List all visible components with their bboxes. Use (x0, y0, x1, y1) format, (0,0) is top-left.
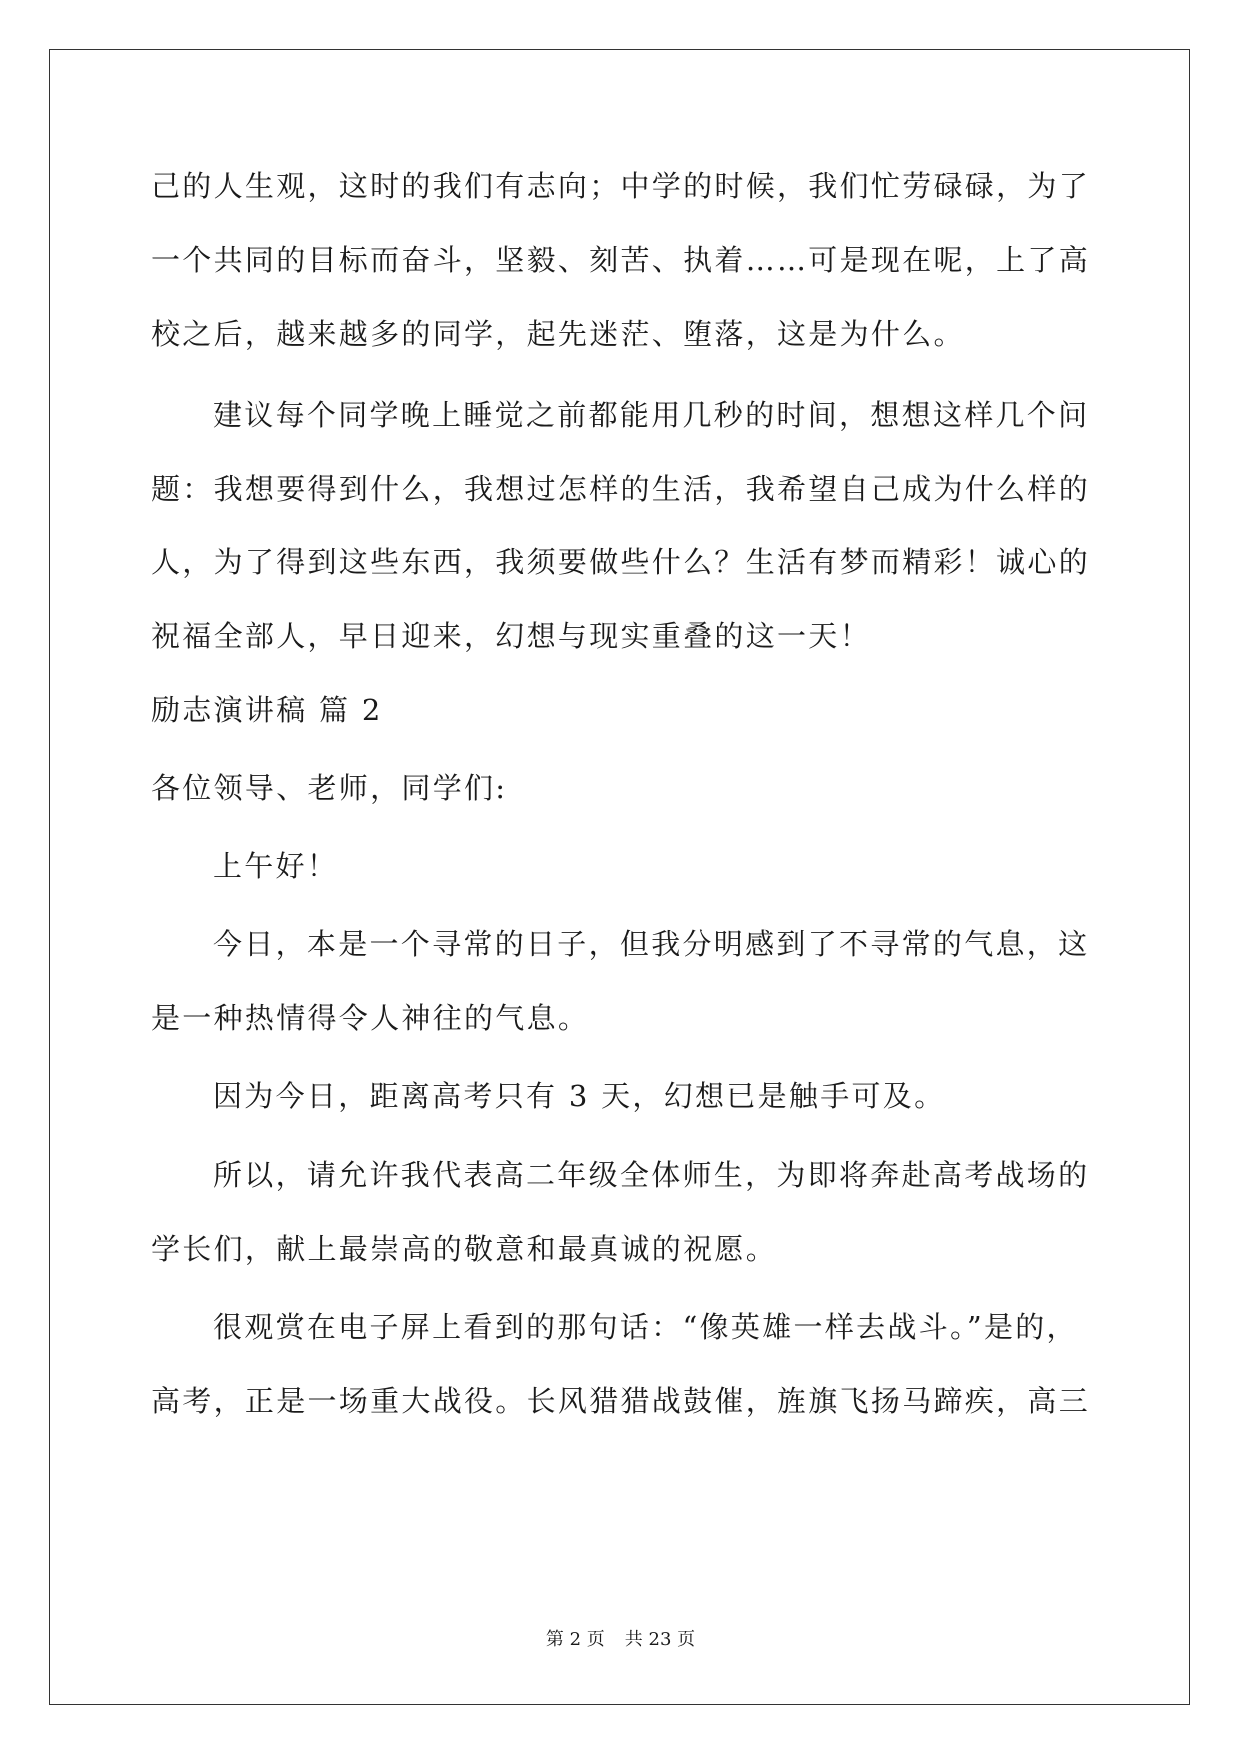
paragraph-line: 所以，请允许我代表高二年级全体师生，为即将奔赴高考战场的 (213, 1158, 1090, 1192)
salutation: 各位领导、老师，同学们: (151, 771, 508, 805)
paragraph-line: 一个共同的目标而奋斗，坚毅、刻苦、执着……可是现在呢，上了高 (151, 243, 1091, 277)
paragraph-line: 建议每个同学晚上睡觉之前都能用几秒的时间，想想这样几个问 (213, 398, 1090, 432)
paragraph-line: 校之后，越来越多的同学，起先迷茫、堕落，这是为什么。 (151, 317, 965, 351)
paragraph-line: 人，为了得到这些东西，我须要做些什么？生活有梦而精彩！诚心的 (151, 545, 1091, 579)
greeting: 上午好！ (213, 849, 339, 883)
section-heading: 励志演讲稿 篇 2 (151, 693, 383, 727)
paragraph-line: 今日，本是一个寻常的日子，但我分明感到了不寻常的气息，这 (213, 927, 1090, 961)
paragraph-line: 是一种热情得令人神往的气息。 (151, 1001, 590, 1035)
paragraph-line: 己的人生观，这时的我们有志向；中学的时候，我们忙劳碌碌，为了 (151, 169, 1091, 203)
page-footer (0, 1628, 1241, 1652)
paragraph-line: 祝福全部人，早日迎来，幻想与现实重叠的这一天！ (151, 619, 871, 653)
paragraph-line: 很观赏在电子屏上看到的那句话：“像英雄一样去战斗。”是的， (213, 1310, 1078, 1344)
paragraph-line: 学长们，献上最崇高的敬意和最真诚的祝愿。 (151, 1232, 778, 1266)
paragraph-line: 因为今日，距离高考只有 3 天，幻想已是触手可及。 (213, 1079, 946, 1113)
page-total: 共 23 页 (624, 1629, 696, 1650)
paragraph-line: 题：我想要得到什么，我想过怎样的生活，我希望自己成为什么样的 (151, 472, 1091, 506)
page-number: 第 2 页 (545, 1629, 605, 1650)
paragraph-line: 高考，正是一场重大战役。长风猎猎战鼓催，旌旗飞扬马蹄疾，高三 (151, 1384, 1091, 1418)
